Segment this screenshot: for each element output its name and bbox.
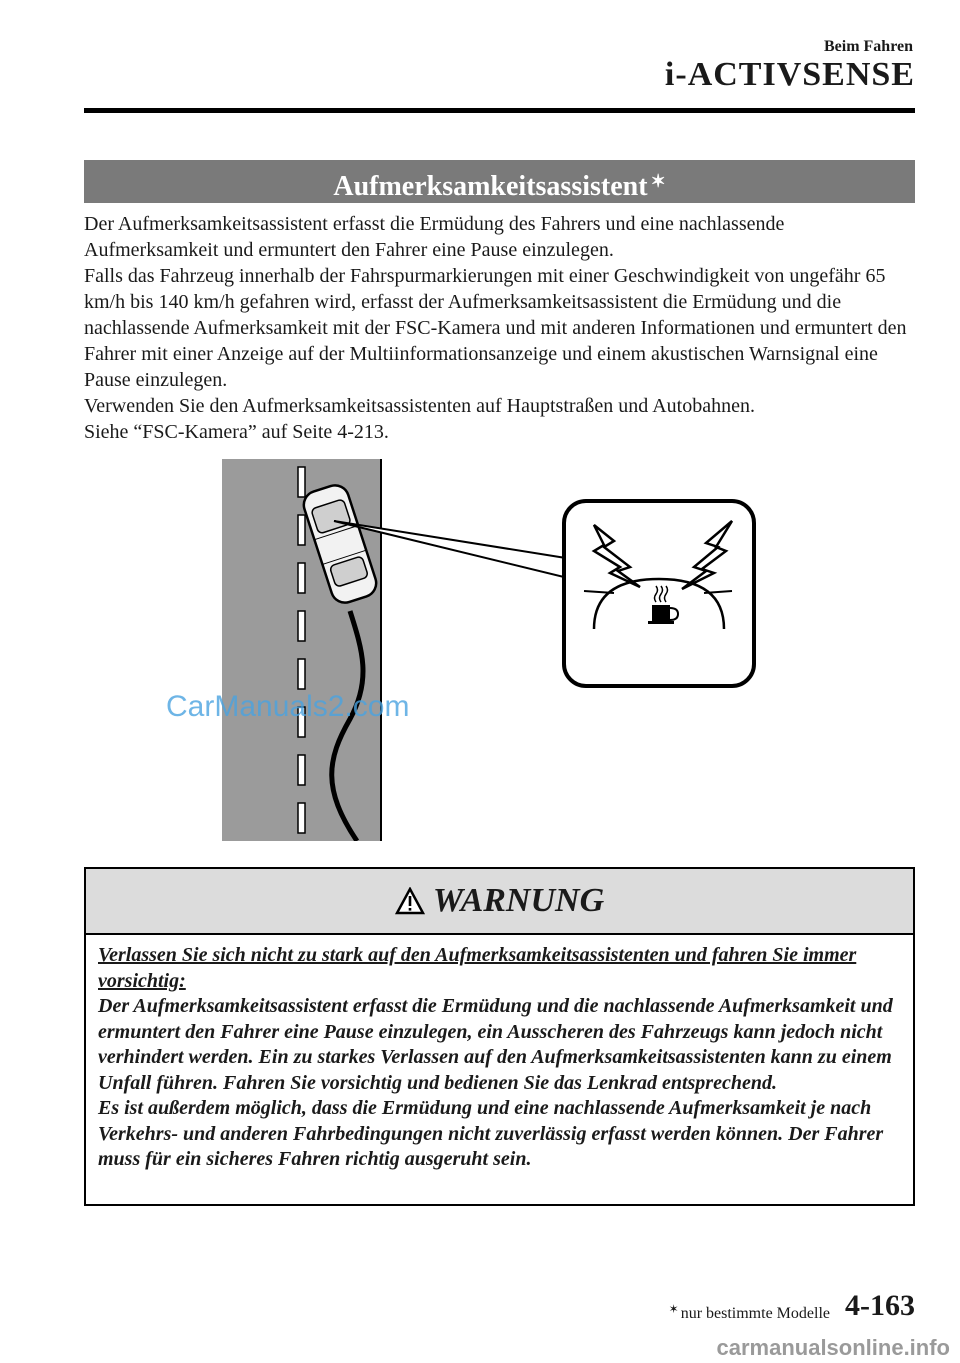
attention-assist-illustration	[222, 459, 762, 841]
footnote	[669, 1302, 830, 1323]
warning-body	[86, 935, 913, 1173]
warning-triangle-icon	[395, 887, 425, 915]
road-lane-icon	[222, 459, 382, 841]
running-header-chapter: i-ACTIVSENSE	[664, 56, 915, 93]
section-title-banner	[84, 160, 915, 203]
page-number: 4-163	[845, 1289, 915, 1322]
footnote-marker: ✶	[668, 1302, 679, 1316]
warning-lead: Verlassen Sie sich nicht zu stark auf den Aufmerksamkeitsassistenten und fahren Sie immer vorsichtig:	[98, 944, 857, 992]
warning-paragraph: Es ist außerdem möglich, dass die Ermüdung und eine nachlassende Aufmerksamkeit je nach Verkehrs- und anderen Fahrbedingungen nicht zuverlässig erfasst werden können. Der Fahrer muss für ein sicheres Fahren richtig ausgeruht sein.	[98, 1097, 884, 1170]
warning-box	[84, 867, 915, 1206]
warning-paragraph: Der Aufmerksamkeitsassistent erfasst die Ermüdung und die nachlassende Aufmerksamkeit und ermuntert den Fahrer eine Pause einzulegen, ein Ausscheren des Fahrzeugs kann jedoch nicht verhindert werden. Ein zu starkes Verlassen auf den Aufmerksamkeitsassistenten kann zu einem Unfall führen. Fahren Sie vorsichtig und bedienen Sie das Lenkrad entsprechend.	[98, 995, 893, 1094]
cross-reference: Siehe “FSC-Kamera” auf Seite 4-213.	[84, 421, 389, 443]
warning-title: WARNUNG	[432, 882, 605, 919]
display-callout-icon	[334, 501, 754, 686]
body-paragraph: Verwenden Sie den Aufmerksamkeitsassistenten auf Hauptstraßen und Autobahnen.	[84, 395, 755, 417]
optional-feature-marker: ✶	[650, 171, 666, 191]
site-footer: carmanualsonline.info	[716, 1335, 950, 1360]
warning-header	[86, 869, 913, 935]
header-divider	[84, 108, 915, 113]
section-title: Aufmerksamkeitsassistent	[333, 171, 648, 202]
watermark: CarManuals2.com	[166, 690, 410, 723]
footnote-text: nur bestimmte Modelle	[680, 1305, 830, 1322]
body-paragraph: Der Aufmerksamkeitsassistent erfasst die Ermüdung des Fahrers und eine nachlassende Aufmerksamkeit und ermuntert den Fahrer eine Pause einzulegen.	[84, 213, 785, 261]
body-text	[84, 211, 915, 445]
running-header-section: Beim Fahren	[823, 38, 913, 55]
body-paragraph: Falls das Fahrzeug innerhalb der Fahrspurmarkierungen mit einer Geschwindigkeit von ungefähr 65 km/h bis 140 km/h gefahren wird, erfasst der Aufmerksamkeitsassistent die Ermüdung und die nachlassende Aufmerksamkeit mit der FSC-Kamera und mit anderen Informationen und ermuntert den Fahrer mit einer Anzeige auf der Multiinformationsanzeige und einem akustischen Warnsignal eine Pause einzulegen.	[84, 265, 907, 391]
